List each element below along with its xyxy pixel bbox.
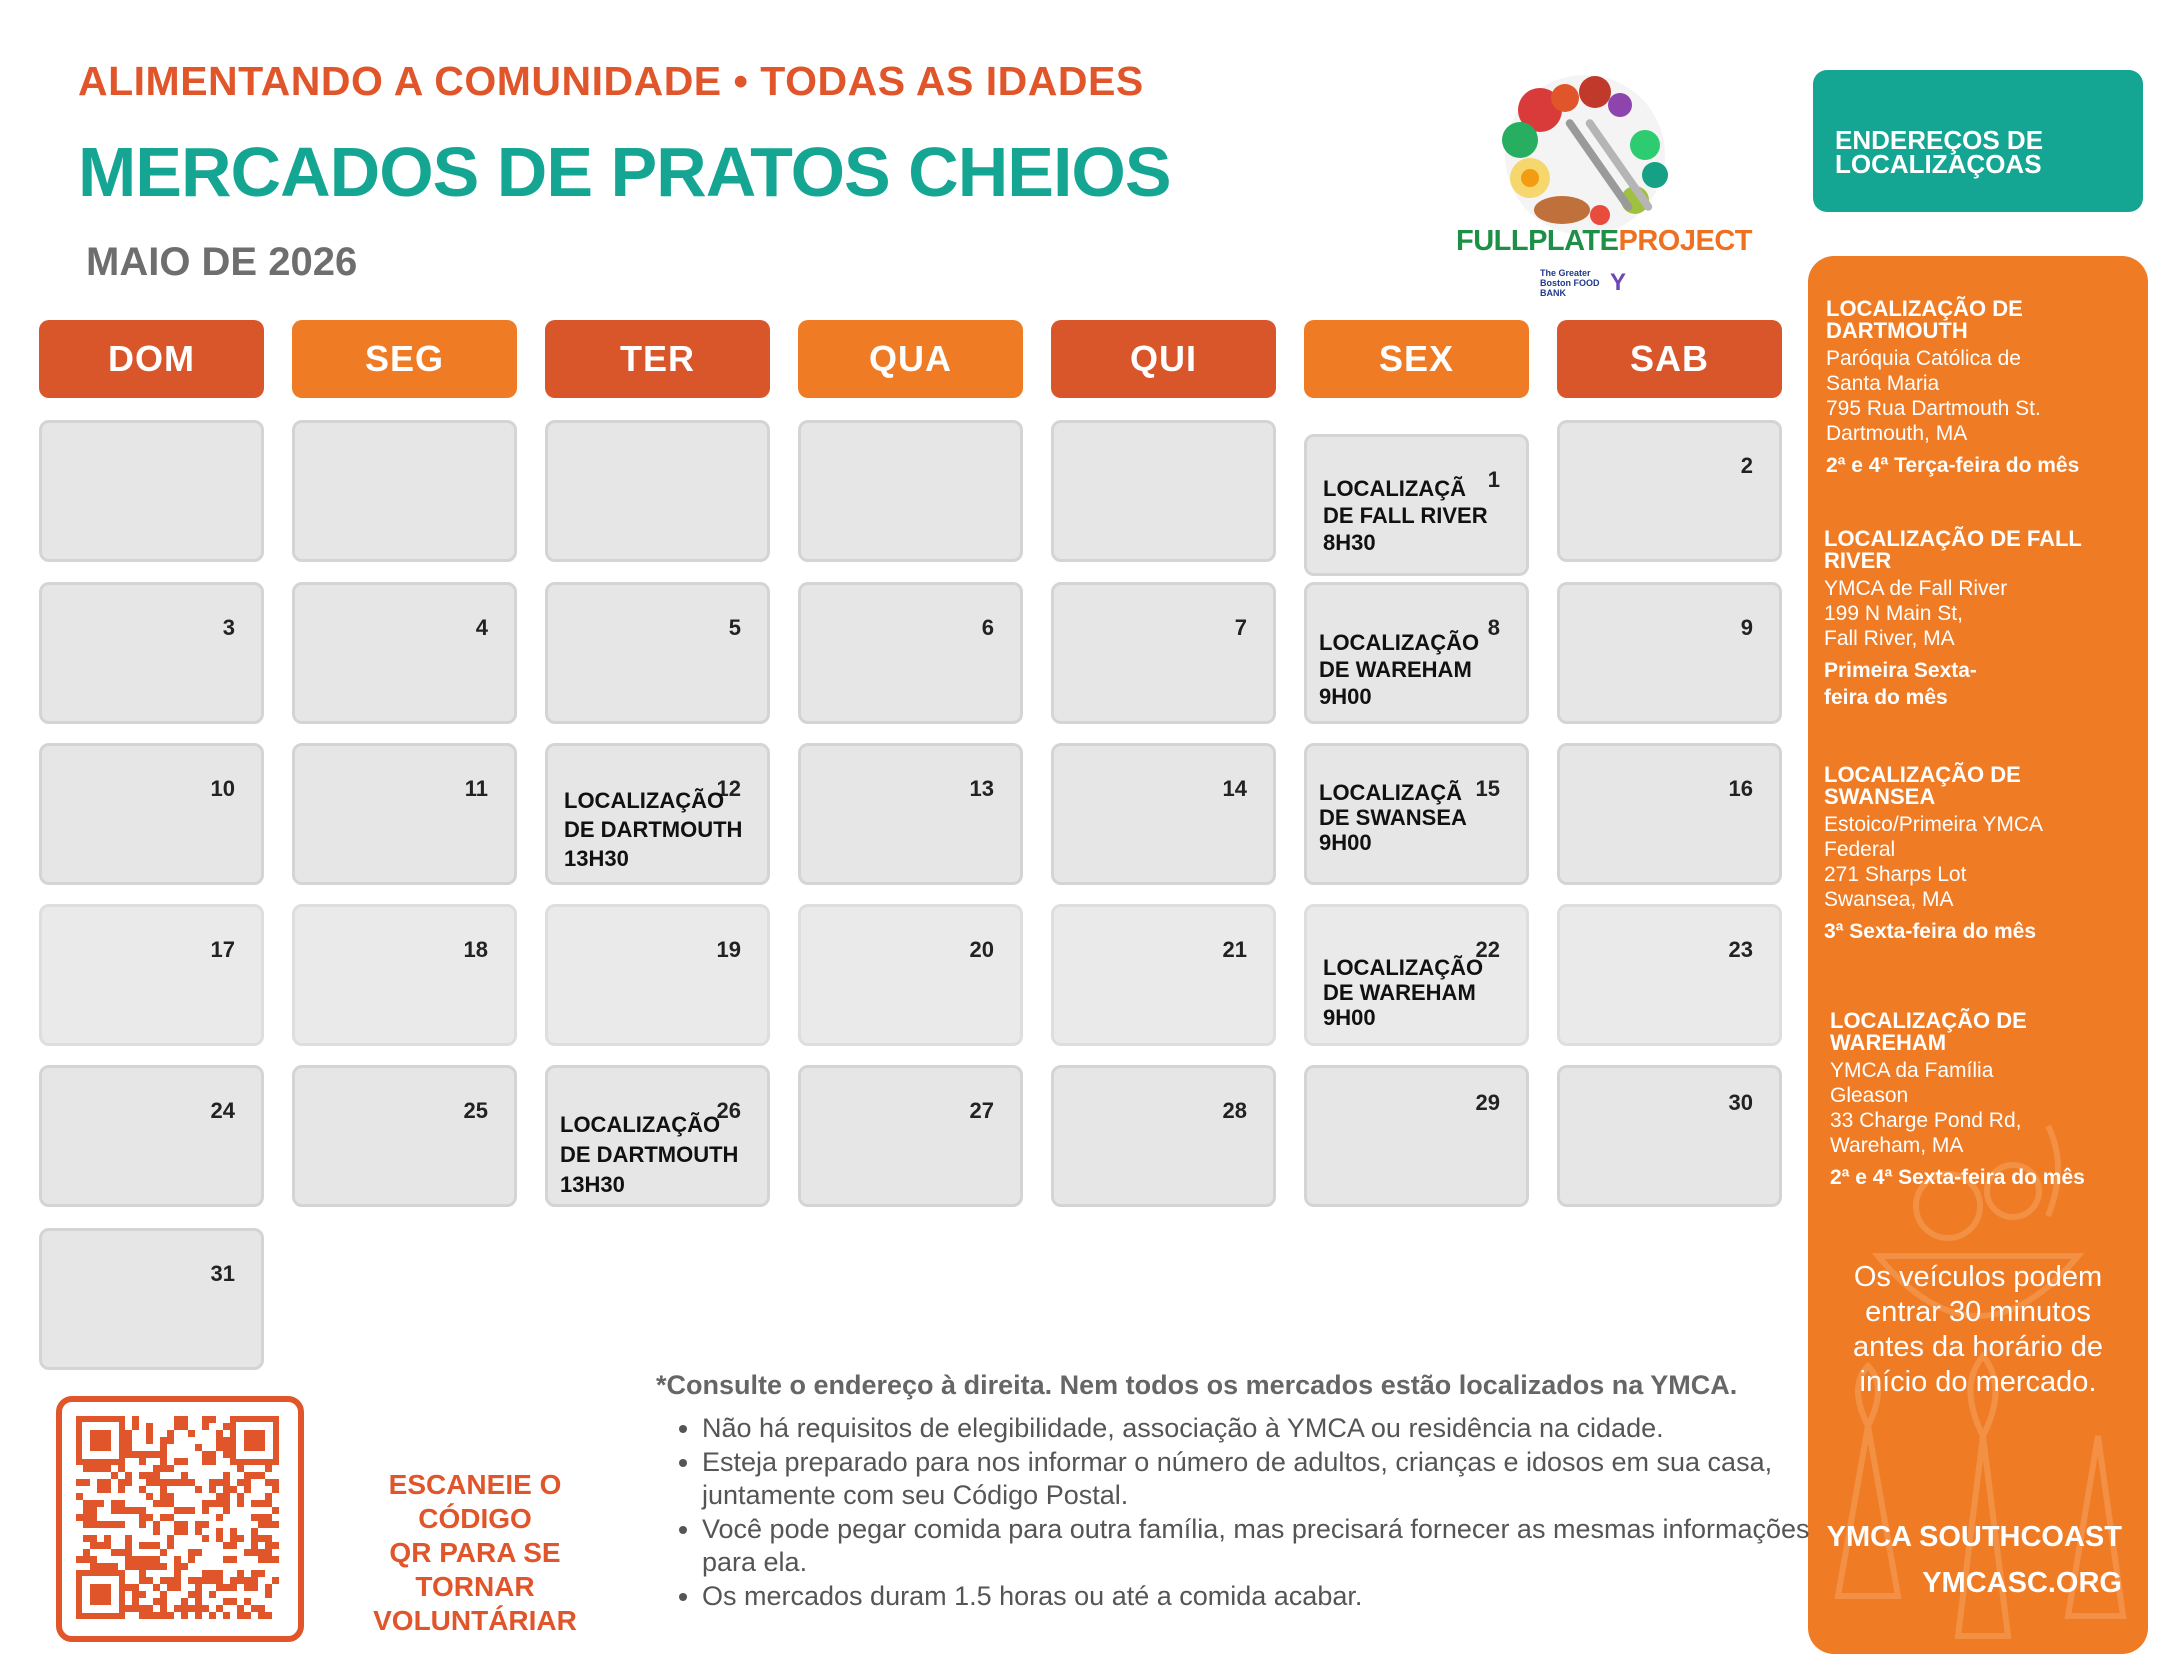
day-number: 8 xyxy=(1487,615,1500,640)
calendar-day-4 xyxy=(292,582,517,724)
location-wareham xyxy=(1830,1010,2085,1191)
info-list-item: • Não há requisitos de elegibilidade, associação à YMCA ou residência na cidade. xyxy=(702,1412,1822,1445)
footnote: *Consulte o endereço à direita. Nem todos os mercados estão localizados na YMCA. xyxy=(656,1370,1738,1400)
calendar-day-22 xyxy=(1304,904,1529,1046)
event-label: LOCALIZAÇÃO DE DARTMOUTH 13H30 xyxy=(564,788,743,871)
calendar-day-23 xyxy=(1557,904,1782,1046)
calendar-day-18 xyxy=(292,904,517,1046)
location-address: YMCA da Família Gleason 33 Charge Pond Rd, Wareham, MA xyxy=(1830,1059,2022,1157)
info-list-item: • Esteja preparado para nos informar o número de adultos, crianças e idosos em sua casa, juntamente com seu Código Postal. xyxy=(702,1446,1822,1512)
calendar-day-17 xyxy=(39,904,264,1046)
day-number: 7 xyxy=(1234,615,1247,640)
location-address: Paróquia Católica de Santa Maria 795 Rua Dartmouth St. Dartmouth, MA xyxy=(1826,347,2041,445)
location-dartmouth xyxy=(1826,298,2079,479)
location-swansea xyxy=(1824,764,2043,945)
calendar-day-31 xyxy=(39,1228,264,1370)
page-title: MERCADOS DE PRATOS CHEIOS xyxy=(78,133,1171,211)
calendar-day-24 xyxy=(39,1065,264,1207)
info-list xyxy=(668,1412,1822,1614)
calendar-empty-cell xyxy=(39,420,264,562)
calendar-day-30 xyxy=(1557,1065,1782,1207)
day-number: 20 xyxy=(969,937,994,962)
qr-caption: ESCANEIE O CÓDIGO QR PARA SE TORNAR VOLUNTÁRIAR xyxy=(373,1469,577,1636)
day-number: 19 xyxy=(716,937,741,962)
location-fall-river xyxy=(1824,528,2082,711)
calendar-day-27 xyxy=(798,1065,1023,1207)
calendar-day-3 xyxy=(39,582,264,724)
calendar-day-25 xyxy=(292,1065,517,1207)
day-number: 12 xyxy=(716,776,741,801)
calendar-day-16 xyxy=(1557,743,1782,885)
day-number: 15 xyxy=(1475,776,1500,801)
event-label: LOCALIZAÇÃO DE DARTMOUTH 13H30 xyxy=(560,1112,739,1197)
info-list-item: • Você pode pegar comida para outra família, mas precisará fornecer as mesmas informações para ela. xyxy=(702,1513,1822,1579)
day-number: 9 xyxy=(1740,615,1753,640)
calendar-day-5 xyxy=(545,582,770,724)
vehicles-note: Os veículos podem entrar 30 minutos antes da horário de início do mercado. xyxy=(1853,1261,2103,1398)
calendar-day-9 xyxy=(1557,582,1782,724)
calendar-day-6 xyxy=(798,582,1023,724)
calendar-day-21 xyxy=(1051,904,1276,1046)
calendar-day-13 xyxy=(798,743,1023,885)
calendar-day-29 xyxy=(1304,1065,1529,1207)
day-number: 6 xyxy=(981,615,994,640)
day-number: 25 xyxy=(463,1098,488,1123)
event-label: LOCALIZAÇÃO DE WAREHAM 9H00 xyxy=(1323,955,1484,1030)
day-number: 29 xyxy=(1475,1090,1500,1115)
logo-wordmark: FULLPLATEPROJECT xyxy=(1456,225,1752,257)
addresses-heading-box xyxy=(1813,70,2143,212)
location-schedule: Primeira Sexta- feira do mês xyxy=(1824,659,1977,709)
day-number: 28 xyxy=(1222,1098,1247,1123)
calendar-day-11 xyxy=(292,743,517,885)
day-number: 31 xyxy=(210,1261,235,1286)
tagline: ALIMENTANDO A COMUNIDADE • TODAS AS IDADES xyxy=(78,58,1144,104)
volunteer-qr-code[interactable] xyxy=(56,1396,304,1642)
ymca-logo: Y xyxy=(1610,269,1627,296)
calendar-day-15 xyxy=(1304,743,1529,885)
info-list-item: • Os mercados duram 1.5 horas ou até a comida acabar. xyxy=(702,1580,1822,1613)
weekday-header-sab: SAB xyxy=(1557,320,1782,398)
food-bank-logo: The Greater Boston FOOD BANK xyxy=(1540,268,1600,298)
event-label: LOCALIZAÇÃO DE WAREHAM 9H00 xyxy=(1319,630,1480,709)
calendar-day-10 xyxy=(39,743,264,885)
day-number: 21 xyxy=(1222,937,1247,962)
day-number: 13 xyxy=(969,776,994,801)
day-number: 24 xyxy=(210,1098,235,1123)
weekday-header-seg: SEG xyxy=(292,320,517,398)
day-number: 4 xyxy=(475,615,488,640)
day-number: 5 xyxy=(728,615,741,640)
day-number: 26 xyxy=(716,1098,741,1123)
day-number: 1 xyxy=(1487,467,1500,492)
day-number: 18 xyxy=(463,937,488,962)
weekday-header-sex: SEX xyxy=(1304,320,1529,398)
location-title: LOCALIZAÇÃO DE WAREHAM xyxy=(1830,1008,2027,1055)
calendar-day-19 xyxy=(545,904,770,1046)
event-label: LOCALIZAÇÃ DE SWANSEA 9H00 xyxy=(1319,780,1467,855)
locations-panel xyxy=(1808,256,2148,1654)
weekday-header-dom: DOM xyxy=(39,320,264,398)
calendar-day-20 xyxy=(798,904,1023,1046)
day-number: 22 xyxy=(1475,937,1500,962)
calendar-day-7 xyxy=(1051,582,1276,724)
calendar-empty-cell xyxy=(1051,420,1276,562)
day-number: 27 xyxy=(969,1098,994,1123)
location-address: YMCA de Fall River 199 N Main St, Fall River, MA xyxy=(1824,577,2008,650)
day-number: 10 xyxy=(210,776,235,801)
weekday-header-qui: QUI xyxy=(1051,320,1276,398)
calendar-empty-cell xyxy=(545,420,770,562)
day-number: 3 xyxy=(222,615,235,640)
day-number: 2 xyxy=(1740,453,1753,478)
location-title: LOCALIZAÇÃO DE SWANSEA xyxy=(1824,762,2021,809)
calendar-day-2 xyxy=(1557,420,1782,562)
calendar-day-14 xyxy=(1051,743,1276,885)
location-address: Estoico/Primeira YMCA Federal 271 Sharps Lot Swansea, MA xyxy=(1824,813,2044,911)
month-label: MAIO DE 2026 xyxy=(86,240,358,284)
day-number: 30 xyxy=(1728,1090,1753,1115)
calendar-empty-cell xyxy=(292,420,517,562)
weekday-header-ter: TER xyxy=(545,320,770,398)
day-number: 14 xyxy=(1222,776,1247,801)
location-schedule: 3ª Sexta-feira do mês xyxy=(1824,920,2037,943)
calendar-day-8 xyxy=(1304,582,1529,724)
partner-logos xyxy=(1540,268,1626,298)
event-label: LOCALIZAÇÃ DE FALL RIVER 8H30 xyxy=(1323,476,1488,555)
org-name: YMCA SOUTHCOAST xyxy=(1826,1521,2122,1553)
day-number: 17 xyxy=(210,937,235,962)
location-schedule: 2ª e 4ª Terça-feira do mês xyxy=(1826,454,2080,477)
weekday-header-qua: QUA xyxy=(798,320,1023,398)
calendar-day-12 xyxy=(545,743,770,885)
day-number: 11 xyxy=(464,776,488,801)
calendar-day-28 xyxy=(1051,1065,1276,1207)
location-title: LOCALIZAÇÃO DE FALL RIVER xyxy=(1824,526,2082,573)
calendar-day-1 xyxy=(1304,434,1529,576)
calendar-empty-cell xyxy=(798,420,1023,562)
addresses-heading: ENDEREÇOS DE LOCALIZAÇOAS xyxy=(1835,125,2044,179)
location-title: LOCALIZAÇÃO DE DARTMOUTH xyxy=(1826,296,2023,343)
location-schedule: 2ª e 4ª Sexta-feira do mês xyxy=(1830,1166,2085,1189)
day-number: 23 xyxy=(1728,937,1753,962)
qr-code-icon xyxy=(62,1402,298,1636)
calendar-day-26 xyxy=(545,1065,770,1207)
day-number: 16 xyxy=(1728,776,1753,801)
org-website-link[interactable]: YMCASC.ORG xyxy=(1922,1567,2122,1599)
